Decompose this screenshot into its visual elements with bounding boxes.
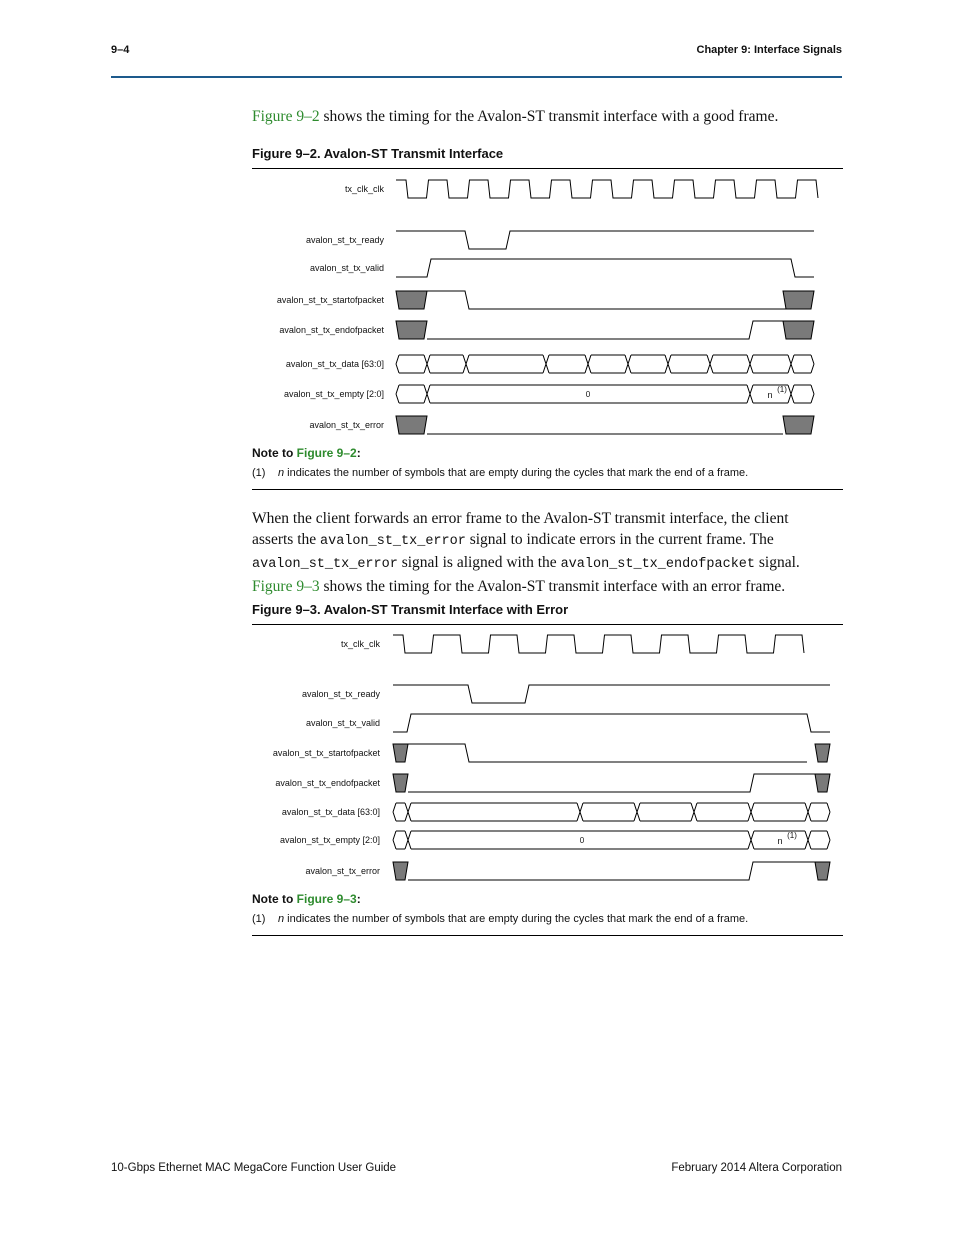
signal-label: tx_clk_clk (344, 184, 384, 194)
clock-waveform (393, 635, 804, 653)
dont-care-region (393, 744, 408, 762)
signal-name: avalon_st_tx_endofpacket (560, 557, 755, 572)
note-ref: (1) (777, 385, 787, 394)
empty-end-value: n (777, 836, 783, 846)
intro-text: shows the timing for the Avalon-ST transmit interface with a good frame. (319, 108, 779, 125)
endofpacket-waveform (427, 321, 783, 339)
figure-3-bottom-rule (252, 935, 843, 936)
error-waveform (408, 862, 815, 880)
figure-3-title: Figure 9–3. Avalon-ST Transmit Interface with Error (252, 602, 569, 617)
endofpacket-waveform (408, 774, 815, 792)
dont-care-region (783, 321, 814, 339)
dont-care-region (783, 416, 814, 434)
figure-3-link[interactable]: Figure 9–3 (252, 578, 320, 595)
note-ref: (1) (787, 831, 797, 840)
signal-label: avalon_st_tx_ready (301, 689, 380, 699)
figure-3-note-link[interactable]: Figure 9–3 (296, 892, 357, 906)
dont-care-region (393, 774, 408, 792)
signal-name: avalon_st_tx_error (252, 557, 398, 572)
footer-left: 10-Gbps Ethernet MAC MegaCore Function User Guide (111, 1162, 397, 1174)
signal-label: avalon_st_tx_endofpacket (275, 778, 380, 788)
signal-label: avalon_st_tx_valid (309, 263, 384, 273)
signal-label: avalon_st_tx_error (305, 866, 380, 876)
ready-waveform (393, 685, 830, 703)
dont-care-region (815, 862, 830, 880)
dont-care-region (393, 862, 408, 880)
signal-label: avalon_st_tx_data [63:0] (281, 807, 380, 817)
signal-label: avalon_st_tx_startofpacket (272, 748, 380, 758)
figure-2-note-heading: Note to Figure 9–2: (252, 446, 361, 460)
signal-name: avalon_st_tx_error (320, 534, 466, 549)
signal-label: avalon_st_tx_endofpacket (279, 325, 384, 335)
signal-label: avalon_st_tx_error (309, 420, 384, 430)
figure-2-link[interactable]: Figure 9–2 (252, 108, 320, 125)
figure-2-note: (1) n indicates the number of symbols that are empty during the cycles that mark the end of a frame. (252, 467, 749, 479)
error-paragraph: When the client forwards an error frame to the Avalon-ST transmit interface, the client asserts the avalon_st_tx_error signal to indicate errors in the current frame. The avalon_st_tx_error signal is aligned with the avalon_st_tx_endofpacket signal. (252, 510, 800, 572)
signal-label: tx_clk_clk (340, 639, 380, 649)
empty-bus (393, 831, 830, 849)
valid-waveform (396, 259, 814, 277)
dont-care-region (783, 291, 814, 309)
empty-value: 0 (585, 390, 591, 399)
signal-label: avalon_st_tx_valid (305, 718, 380, 728)
dont-care-region (396, 416, 427, 434)
valid-waveform (393, 714, 830, 732)
startofpacket-waveform (427, 291, 790, 309)
figure-3-note-heading: Note to Figure 9–3: (252, 892, 361, 906)
chapter-title: Chapter 9: Interface Signals (696, 44, 842, 56)
dont-care-region (396, 321, 427, 339)
footer-right: February 2014 Altera Corporation (671, 1162, 842, 1174)
signal-label: avalon_st_tx_ready (305, 235, 384, 245)
figure-3-note: (1) n indicates the number of symbols that are empty during the cycles that mark the end of a frame. (252, 913, 749, 925)
startofpacket-waveform (408, 744, 807, 762)
data-bus (393, 803, 830, 821)
ready-waveform (396, 231, 814, 249)
intro-3-paragraph: Figure 9–3 shows the timing for the Avalon-ST transmit interface with an error frame. (252, 578, 786, 595)
figure-2-title: Figure 9–2. Avalon-ST Transmit Interface (252, 146, 504, 161)
signal-label: avalon_st_tx_startofpacket (276, 295, 384, 305)
figure-2-bottom-rule (252, 489, 843, 490)
page-number: 9–4 (111, 44, 130, 56)
dont-care-region (396, 291, 427, 309)
signal-label: avalon_st_tx_empty [2:0] (279, 835, 380, 845)
empty-bus (396, 385, 814, 403)
dont-care-region (815, 774, 830, 792)
empty-value: 0 (579, 836, 585, 845)
empty-end-value: n (767, 390, 773, 400)
signal-label: avalon_st_tx_data [63:0] (285, 359, 384, 369)
figure-2-note-link[interactable]: Figure 9–2 (296, 446, 357, 460)
data-bus (396, 355, 814, 373)
clock-waveform (396, 180, 818, 198)
figure-3-top-rule (252, 624, 843, 625)
signal-label: avalon_st_tx_empty [2:0] (283, 389, 384, 399)
dont-care-region (815, 744, 830, 762)
